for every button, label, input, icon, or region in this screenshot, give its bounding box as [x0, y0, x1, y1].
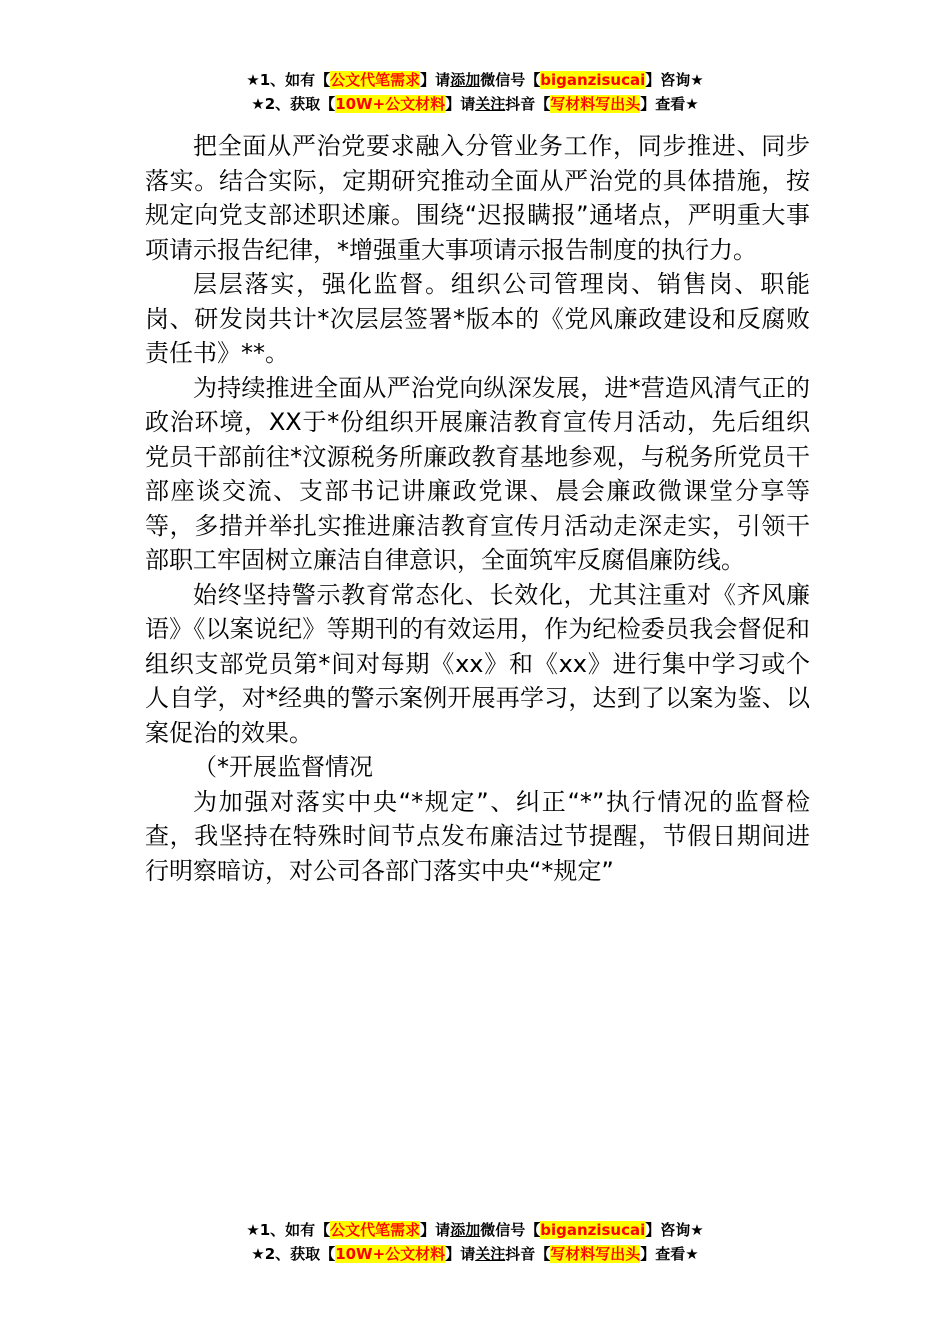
banner-underline: 添加	[450, 1221, 481, 1239]
banner-text: ★2、获取【	[251, 95, 336, 113]
banner-highlight: 公文代笔需求	[330, 71, 421, 89]
banner-underline: 添加	[450, 71, 481, 89]
paragraph: 为加强对落实中央“*规定”、纠正“*”执行情况的监督检查，我坚持在特殊时间节点发布廉洁过节提醒，节假日期间进行明察暗访，对公司各部门落实中央“*规定”	[145, 787, 810, 885]
banner-text: 】咨询★	[645, 1221, 704, 1239]
banner-highlight: 10W+公文材料	[335, 95, 446, 113]
banner-line-2	[0, 1242, 950, 1266]
banner-text: ★2、获取【	[251, 1245, 336, 1263]
banner-text: 】请	[420, 1221, 451, 1239]
banner-highlight: biganzisucai	[540, 71, 646, 89]
banner-text: 】查看★	[640, 1245, 699, 1263]
document-body	[145, 129, 810, 888]
section-heading: （*开展监督情况	[193, 753, 373, 781]
banner-text: 】请	[420, 71, 451, 89]
banner-highlight: biganzisucai	[540, 1221, 646, 1239]
banner-highlight: 写材料写出头	[550, 1245, 641, 1263]
paragraph: 把全面从严治党要求融入分管业务工作，同步推进、同步落实。结合实际，定期研究推动全面从严治党的具体措施，按规定向党支部述职述廉。围绕“迟报瞒报”通堵点，严明重大事项请示报告纪律，*增强重大事项请示报告制度的执行力。	[145, 132, 810, 264]
banner-line-2	[0, 92, 950, 116]
banner-text: 】请	[445, 1245, 476, 1263]
banner-line-1	[0, 68, 950, 92]
banner-highlight: 写材料写出头	[550, 95, 641, 113]
banner-text: 】咨询★	[645, 71, 704, 89]
banner-underline: 关注	[475, 95, 506, 113]
banner-text: 抖音【	[505, 1245, 551, 1263]
banner-line-1	[0, 1218, 950, 1242]
banner-highlight: 10W+公文材料	[335, 1245, 446, 1263]
banner-text: ★1、如有【	[246, 1221, 331, 1239]
banner-highlight: 公文代笔需求	[330, 1221, 421, 1239]
banner-text: 微信号【	[480, 71, 541, 89]
footer-banner	[0, 1218, 950, 1266]
banner-text: 】请	[445, 95, 476, 113]
banner-text: 抖音【	[505, 95, 551, 113]
banner-text: ★1、如有【	[246, 71, 331, 89]
paragraph: 层层落实，强化监督。组织公司管理岗、销售岗、职能岗、研发岗共计*次层层签署*版本的《党风廉政建设和反腐败责任书》**。	[145, 270, 810, 367]
banner-text: 微信号【	[480, 1221, 541, 1239]
banner-underline: 关注	[475, 1245, 506, 1263]
banner-text: 】查看★	[640, 95, 699, 113]
header-banner	[0, 68, 950, 116]
paragraph: 为持续推进全面从严治党向纵深发展，进*营造风清气正的政治环境，XX于*份组织开展廉洁教育宣传月活动，先后组织党员干部前往*汶源税务所廉政教育基地参观，与税务所党员干部座谈交流、支部书记讲廉政党课、晨会廉政微课堂分享等等，多措并举扎实推进廉洁教育宣传月活动走深走实，引领干部职工牢固树立廉洁自律意识，全面筑牢反腐倡廉防线。	[145, 373, 810, 574]
paragraph: 始终坚持警示教育常态化、长效化，尤其注重对《齐风廉语》《以案说纪》等期刊的有效运用，作为纪检委员我会督促和组织支部党员第*间对每期《xx》和《xx》进行集中学习或个人自学，对*经典的警示案例开展再学习，达到了以案为鉴、以案促治的效果。	[145, 580, 810, 747]
